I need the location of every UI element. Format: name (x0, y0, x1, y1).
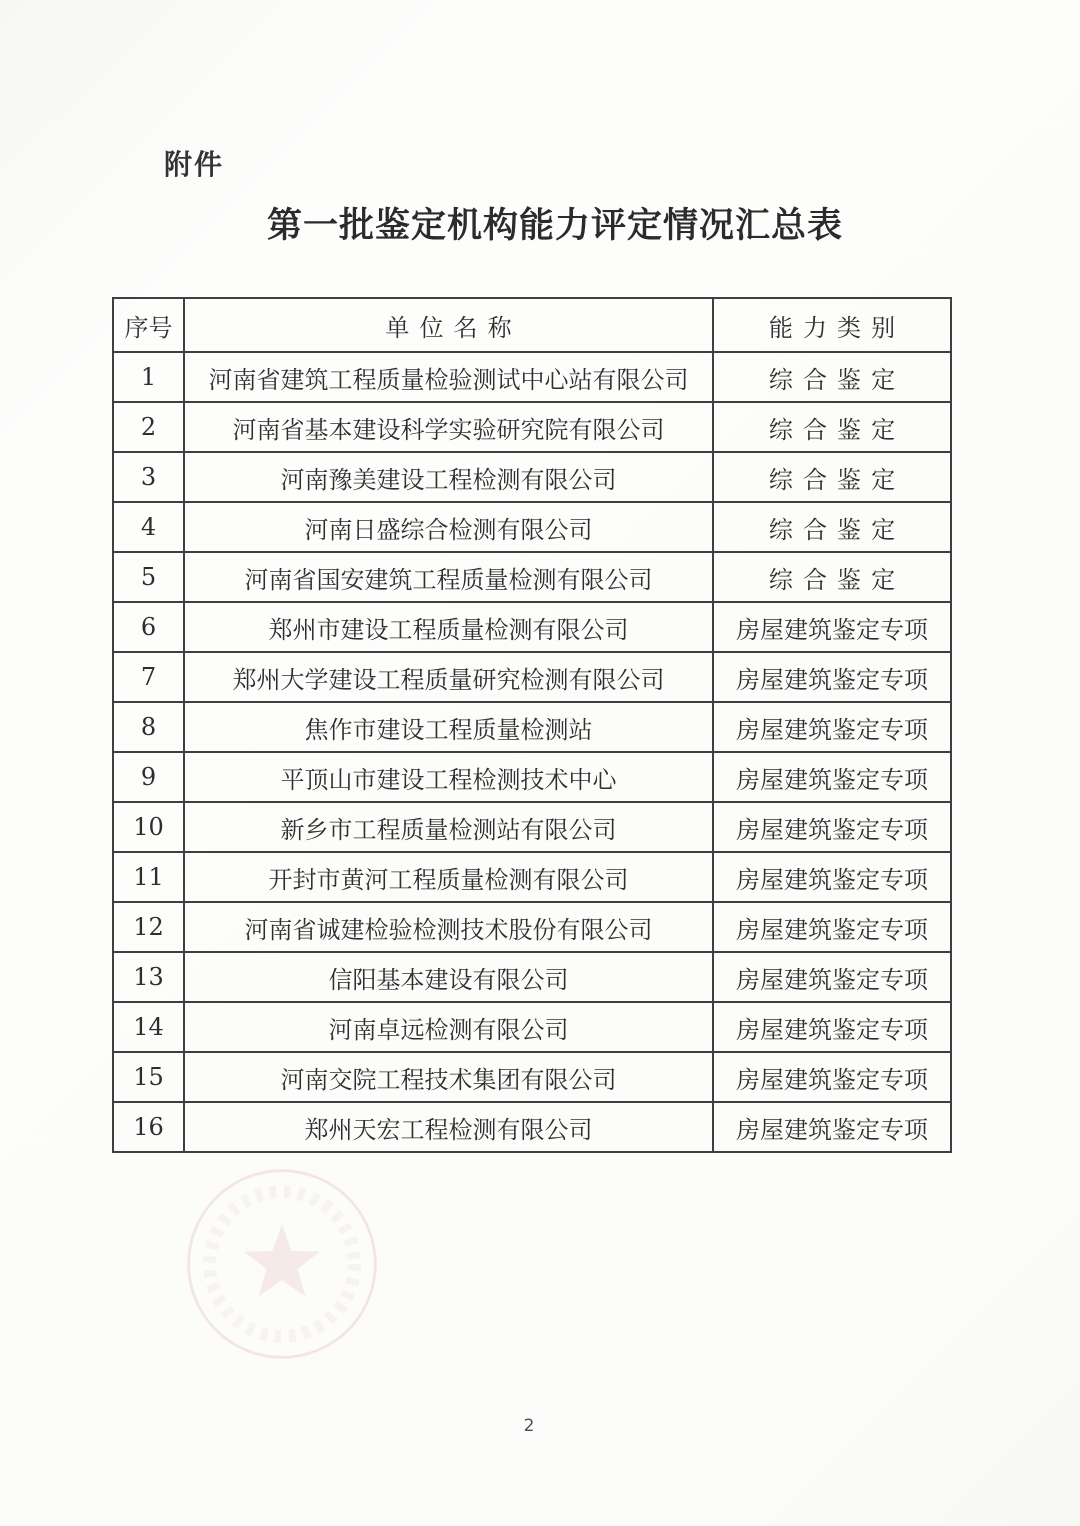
cell-row-number: 6 (113, 602, 184, 652)
cell-unit-name: 平顶山市建设工程检测技术中心 (184, 752, 713, 802)
table-row (113, 752, 951, 802)
table-row (113, 852, 951, 902)
cell-category: 房屋建筑鉴定专项 (713, 952, 951, 1002)
attachment-label: 附件 (164, 148, 225, 181)
summary-table (112, 297, 952, 1153)
table-row (113, 452, 951, 502)
cell-unit-name: 信阳基本建设有限公司 (184, 952, 713, 1002)
cell-category: 综合鉴定 (713, 452, 951, 502)
cell-category: 房屋建筑鉴定专项 (713, 702, 951, 752)
cell-row-number: 16 (113, 1102, 184, 1152)
table-row (113, 1052, 951, 1102)
cell-category: 房屋建筑鉴定专项 (713, 852, 951, 902)
cell-row-number: 2 (113, 402, 184, 452)
table-row (113, 1102, 951, 1152)
cell-row-number: 7 (113, 652, 184, 702)
table-row (113, 352, 951, 402)
cell-category: 房屋建筑鉴定专项 (713, 1102, 951, 1152)
cell-category: 综合鉴定 (713, 352, 951, 402)
table-row (113, 802, 951, 852)
cell-category: 房屋建筑鉴定专项 (713, 802, 951, 852)
cell-unit-name: 郑州市建设工程质量检测有限公司 (184, 602, 713, 652)
cell-unit-name: 河南省建筑工程质量检验测试中心站有限公司 (184, 352, 713, 402)
cell-category: 房屋建筑鉴定专项 (713, 1052, 951, 1102)
cell-category: 综合鉴定 (713, 502, 951, 552)
table-header (113, 298, 951, 352)
cell-row-number: 4 (113, 502, 184, 552)
cell-unit-name: 郑州大学建设工程质量研究检测有限公司 (184, 652, 713, 702)
page-title: 第一批鉴定机构能力评定情况汇总表 (266, 205, 843, 246)
cell-row-number: 12 (113, 902, 184, 952)
cell-row-number: 1 (113, 352, 184, 402)
cell-row-number: 11 (113, 852, 184, 902)
cell-row-number: 3 (113, 452, 184, 502)
page-number: 2 (523, 1416, 535, 1436)
cell-row-number: 9 (113, 752, 184, 802)
table-row (113, 952, 951, 1002)
cell-row-number: 8 (113, 702, 184, 752)
table-row (113, 902, 951, 952)
cell-unit-name: 开封市黄河工程质量检测有限公司 (184, 852, 713, 902)
cell-unit-name: 焦作市建设工程质量检测站 (184, 702, 713, 752)
column-header-name: 单位名称 (184, 298, 713, 352)
cell-category: 房屋建筑鉴定专项 (713, 652, 951, 702)
column-header-category: 能力类别 (713, 298, 951, 352)
table-row (113, 602, 951, 652)
table-row (113, 402, 951, 452)
cell-category: 房屋建筑鉴定专项 (713, 602, 951, 652)
cell-unit-name: 郑州天宏工程检测有限公司 (184, 1102, 713, 1152)
cell-category: 房屋建筑鉴定专项 (713, 1002, 951, 1052)
cell-unit-name: 河南交院工程技术集团有限公司 (184, 1052, 713, 1102)
cell-unit-name: 河南卓远检测有限公司 (184, 1002, 713, 1052)
cell-unit-name: 新乡市工程质量检测站有限公司 (184, 802, 713, 852)
cell-category: 综合鉴定 (713, 552, 951, 602)
cell-unit-name: 河南省诚建检验检测技术股份有限公司 (184, 902, 713, 952)
cell-unit-name: 河南日盛综合检测有限公司 (184, 502, 713, 552)
column-header-no: 序号 (113, 298, 184, 352)
table-row (113, 1002, 951, 1052)
table-body (113, 352, 951, 1152)
table-row (113, 502, 951, 552)
cell-unit-name: 河南豫美建设工程检测有限公司 (184, 452, 713, 502)
cell-unit-name: 河南省国安建筑工程质量检测有限公司 (184, 552, 713, 602)
table-row (113, 552, 951, 602)
table-row (113, 652, 951, 702)
table-header-row (113, 298, 951, 352)
cell-category: 综合鉴定 (713, 402, 951, 452)
cell-category: 房屋建筑鉴定专项 (713, 902, 951, 952)
table-row (113, 702, 951, 752)
cell-unit-name: 河南省基本建设科学实验研究院有限公司 (184, 402, 713, 452)
cell-row-number: 10 (113, 802, 184, 852)
cell-category: 房屋建筑鉴定专项 (713, 752, 951, 802)
cell-row-number: 13 (113, 952, 184, 1002)
cell-row-number: 15 (113, 1052, 184, 1102)
cell-row-number: 14 (113, 1002, 184, 1052)
cell-row-number: 5 (113, 552, 184, 602)
official-seal-icon (182, 1164, 382, 1364)
